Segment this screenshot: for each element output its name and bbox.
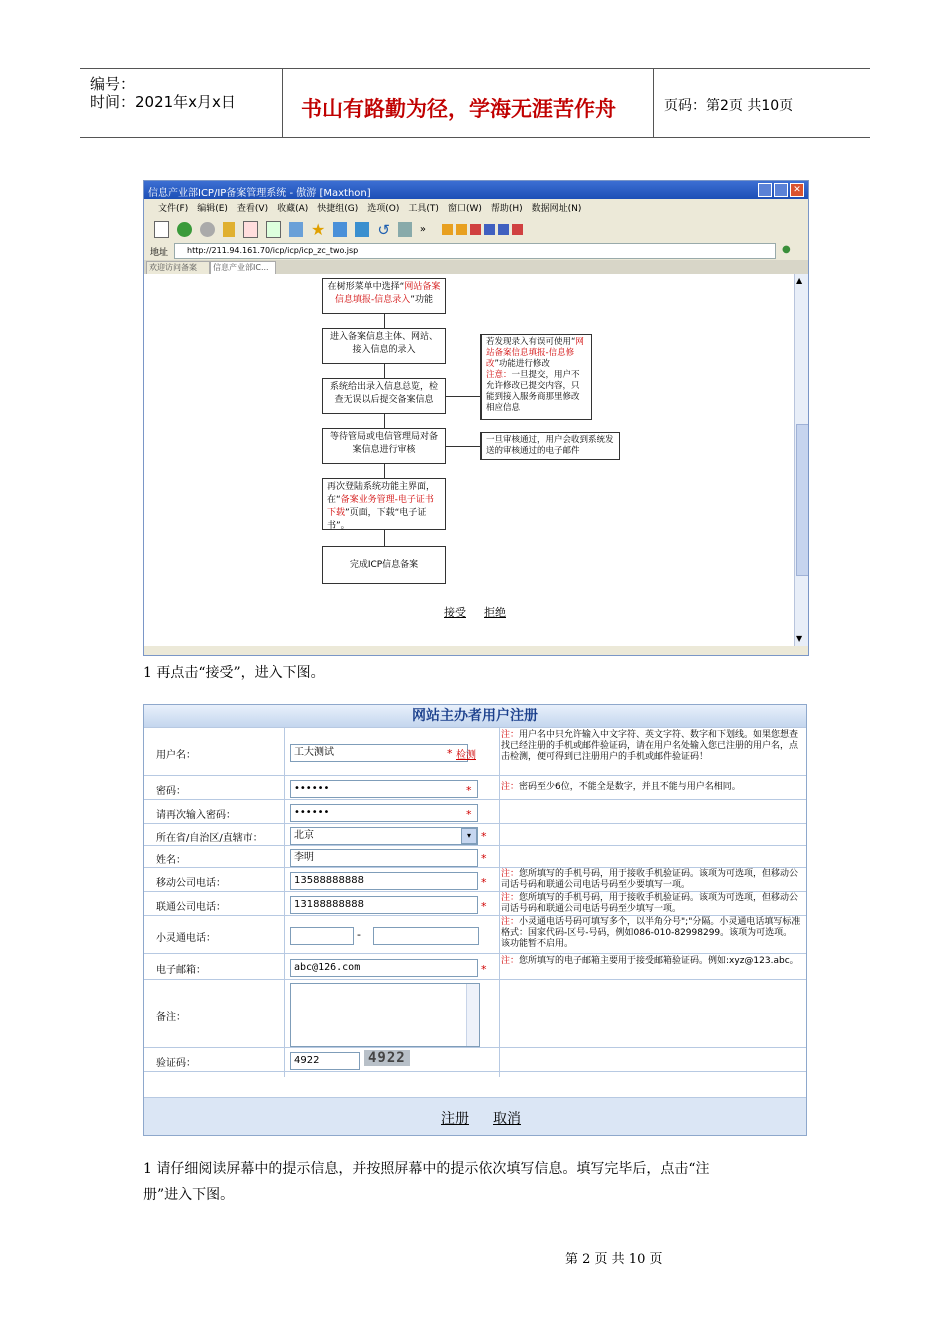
header-page-cell xyxy=(654,69,870,137)
required-star: * xyxy=(466,784,472,797)
flow-step-4: 等待管局或电信管理局对备案信息进行审核 xyxy=(322,428,446,464)
row-email xyxy=(144,953,806,980)
mobile-note xyxy=(501,869,801,891)
menu-item[interactable]: 收藏(A) xyxy=(277,204,309,214)
motto: 书山有路勤为径，学海无涯苦作舟 xyxy=(301,97,616,121)
note-prefix: 注： xyxy=(501,956,520,966)
mobile-input[interactable]: 13588888888 xyxy=(290,872,478,890)
captcha-image[interactable]: 4922 xyxy=(364,1050,410,1066)
flow-step-5 xyxy=(322,478,446,530)
note-prefix: 注： xyxy=(501,730,520,740)
required-star: * xyxy=(447,747,453,760)
flow-step-1-text: 在树形菜单中选择“ xyxy=(327,282,405,292)
undo-icon[interactable]: ↺ xyxy=(377,220,390,239)
note-prefix: 注： xyxy=(501,869,520,879)
row-captcha xyxy=(144,1047,806,1072)
favorites-star-icon[interactable]: ★ xyxy=(311,220,326,239)
tabs-icon[interactable] xyxy=(398,222,412,237)
required-star: * xyxy=(481,830,487,843)
tab-welcome[interactable]: 欢迎访问备案 xyxy=(146,261,210,275)
flow-step-1-end: ”功能 xyxy=(410,295,433,305)
flow-note-1 xyxy=(480,334,592,420)
caption-1: 1 再点击“接受”，进入下图。 xyxy=(143,665,325,681)
menu-item[interactable]: 文件(F) xyxy=(158,204,189,214)
unicom-label: 联通公司电话： xyxy=(156,902,226,913)
flow-note-2: 一旦审核通过，用户会收到系统发送的审核通过的电子邮件 xyxy=(480,432,620,460)
flow-arrow xyxy=(384,314,385,328)
chevron-down-icon[interactable]: ▾ xyxy=(461,828,477,844)
flow-step-1 xyxy=(322,278,446,314)
remark-textarea[interactable] xyxy=(290,983,480,1047)
form-footer xyxy=(144,1097,806,1136)
cancel-button[interactable]: 取消 xyxy=(493,1111,521,1127)
note-text: 您所填写的电子邮箱主要用于接受邮箱验证码。例如:xyz@123.abc。 xyxy=(519,956,799,966)
note-prefix: 注： xyxy=(501,917,520,927)
phs-dash: - xyxy=(357,928,361,941)
flow-step-5-end: ”页面，下载“电子证书”。 xyxy=(327,508,427,531)
note-text: 小灵通电话号码可填写多个，以半角分号";"分隔。小灵通电话填写标准格式：国家代码-区号-号码，例如086-010-82998299。该项为可选项。该功能暂不启用。 xyxy=(501,917,801,949)
flow-arrow xyxy=(384,414,385,428)
phs-label: 小灵通电话： xyxy=(156,933,216,944)
flow-arrow xyxy=(384,530,385,546)
phs-note xyxy=(501,917,801,950)
required-star: * xyxy=(481,852,487,865)
row-region xyxy=(144,823,806,846)
caption-2-line-1: 1 请仔细阅读屏幕中的提示信息，并按照屏幕中的提示依次填写信息。填写完毕后，点击“注 xyxy=(143,1161,710,1177)
flow-step-3: 系统给出录入信息总览，检查无误以后提交备案信息 xyxy=(322,378,446,414)
browser-toolbar xyxy=(144,214,808,243)
menu-item[interactable]: 工具(T) xyxy=(408,204,439,214)
stop-icon[interactable] xyxy=(243,221,258,238)
row-username xyxy=(144,727,806,776)
note-1-mid: ”功能进行修改 xyxy=(494,359,550,369)
note-1-text: 若发现录入有误可使用“ xyxy=(486,337,576,347)
check-link[interactable]: 检测 xyxy=(456,750,476,761)
go-icon[interactable]: ● xyxy=(782,244,791,255)
captcha-input[interactable]: 4922 xyxy=(290,1052,360,1070)
menu-item[interactable]: 编辑(E) xyxy=(197,204,228,214)
captcha-label: 验证码： xyxy=(156,1058,196,1069)
password-input[interactable]: •••••• xyxy=(290,780,478,798)
name-input[interactable]: 李明 xyxy=(290,849,478,867)
more-icon[interactable]: » xyxy=(419,224,427,235)
unicom-input[interactable]: 13188888888 xyxy=(290,896,478,914)
password-confirm-label: 请再次输入密码： xyxy=(156,810,236,821)
back-icon[interactable] xyxy=(177,222,192,237)
password-label: 密码： xyxy=(156,786,186,797)
phs-number-input[interactable] xyxy=(373,927,479,945)
note-text: 密码至少6位，不能全是数字，并且不能与用户名相同。 xyxy=(519,782,741,792)
home-icon[interactable] xyxy=(289,222,303,237)
window-controls xyxy=(758,183,804,197)
required-star: * xyxy=(466,808,472,821)
tab-icp[interactable]: 信息产业部IC... xyxy=(210,261,276,275)
address-value: http://211.94.161.70/icp/icp/icp_zc_two.jsp xyxy=(187,246,359,255)
row-password-confirm xyxy=(144,799,806,824)
row-name xyxy=(144,845,806,868)
row-mobile xyxy=(144,867,806,892)
name-label: 姓名： xyxy=(156,855,186,866)
header-info-cell xyxy=(80,69,283,137)
menu-item[interactable]: 窗口(W) xyxy=(447,204,482,214)
address-label: 地址 xyxy=(150,248,169,258)
flow-step-5-red: 备案业务管理-电子证书下载 xyxy=(327,495,434,518)
email-input[interactable]: abc@126.com xyxy=(290,959,478,977)
menu-bar xyxy=(144,199,808,214)
groups-icon[interactable] xyxy=(333,222,347,237)
window-title: 信息产业部ICP/IP备案管理系统 - 傲游 [Maxthon] xyxy=(148,188,371,199)
note-1-warning: 注意： xyxy=(486,370,512,380)
minimize-icon[interactable] xyxy=(758,183,772,197)
browser-window xyxy=(143,180,809,656)
reject-link[interactable]: 拒绝 xyxy=(484,606,506,619)
password-confirm-input[interactable]: •••••• xyxy=(290,804,478,822)
region-select[interactable]: 北京 xyxy=(290,827,478,845)
form-title: 网站主办者用户注册 xyxy=(144,705,806,727)
browser-titlebar xyxy=(144,181,808,199)
menu-item[interactable]: 选项(O) xyxy=(367,204,400,214)
refresh-icon[interactable] xyxy=(266,221,281,238)
page-label: 页码：第2页 共10页 xyxy=(664,98,794,114)
note-text: 您所填写的手机号码，用于接收手机验证码。该项为可选项，但移动公司话号码和联通公司电话号码至少填写一项。 xyxy=(501,893,799,914)
textarea-scrollbar[interactable] xyxy=(466,984,479,1046)
flow-step-2: 进入备案信息主体、网站、接入信息的录入 xyxy=(322,328,446,364)
note-text: 用户名中只允许输入中文字符、英文字符、数字和下划线。如果您想查找已经注册的手机或邮件验证码，请在用户名处输入您已注册的用户名，点击检测，便可得到已注册用户的手机或邮件验证码！ xyxy=(501,730,799,762)
flow-step-6: 完成ICP信息备案 xyxy=(322,546,446,584)
menu-item[interactable]: 快捷组(G) xyxy=(317,204,359,214)
note-1-red: 网站备案信息填报-信息修改 xyxy=(486,337,584,369)
unicom-note xyxy=(501,893,801,915)
required-star: * xyxy=(481,900,487,913)
region-label: 所在省/自治区/直辖市： xyxy=(156,833,263,844)
up-icon[interactable] xyxy=(223,222,235,237)
menu-items xyxy=(158,201,590,214)
note-text: 您所填写的手机号码，用于接收手机验证码。该项为可选项，但移动公司话号码和联通公司电话号码至少要填写一项。 xyxy=(501,869,799,890)
scrollbar[interactable] xyxy=(794,274,809,646)
mobile-label: 移动公司电话： xyxy=(156,878,226,889)
registration-form xyxy=(143,704,807,1136)
plugin-icons[interactable] xyxy=(442,224,523,235)
row-remark xyxy=(144,979,806,1048)
address-input[interactable] xyxy=(174,243,776,259)
note-1-end: 一旦提交，用户不允许修改已提交内容，只能到接入服务商那里修改相应信息 xyxy=(486,370,580,413)
document-header xyxy=(80,68,870,138)
username-input[interactable]: 工大测试 xyxy=(290,744,468,762)
email-note xyxy=(501,956,801,967)
note-connector xyxy=(446,396,480,397)
close-icon[interactable]: ✕ xyxy=(790,183,804,197)
page-content xyxy=(144,274,794,646)
remark-label: 备注： xyxy=(156,1012,186,1023)
note-prefix: 注： xyxy=(501,893,520,903)
flow-step-1-red: 网站备案信息填报-信息录入 xyxy=(335,282,441,305)
status-bar xyxy=(144,646,808,655)
header-motto-cell xyxy=(283,69,654,137)
page-footer: 第 2 页 共 10 页 xyxy=(565,1252,663,1267)
accept-link[interactable]: 接受 xyxy=(444,606,466,619)
new-page-icon[interactable] xyxy=(154,221,169,238)
row-unicom xyxy=(144,891,806,916)
required-star: * xyxy=(481,963,487,976)
menu-item[interactable]: 查看(V) xyxy=(236,204,269,214)
row-phs xyxy=(144,915,806,954)
scroll-thumb[interactable] xyxy=(796,424,809,576)
required-star: * xyxy=(481,876,487,889)
phs-area-input[interactable] xyxy=(290,927,354,945)
menu-item[interactable]: 帮助(H) xyxy=(490,204,523,214)
row-spacer xyxy=(144,1071,806,1098)
scroll-up-icon[interactable]: ▲ xyxy=(796,276,803,285)
username-note xyxy=(501,730,801,763)
flow-arrow xyxy=(384,364,385,378)
flow-arrow xyxy=(384,464,385,478)
feed-icon[interactable] xyxy=(355,222,369,237)
menu-item[interactable]: 数据网址(N) xyxy=(531,204,582,214)
note-connector xyxy=(446,446,480,447)
row-password xyxy=(144,775,806,800)
address-bar xyxy=(144,242,808,260)
register-button[interactable]: 注册 xyxy=(441,1111,469,1127)
caption-2-line-2: 册”进入下图。 xyxy=(143,1187,235,1203)
scroll-down-icon[interactable]: ▼ xyxy=(796,634,803,643)
forward-icon[interactable] xyxy=(200,222,215,237)
maximize-icon[interactable] xyxy=(774,183,788,197)
note-prefix: 注： xyxy=(501,782,520,792)
tab-bar xyxy=(144,260,808,274)
email-label: 电子邮箱： xyxy=(156,965,206,976)
flow-step-5-text: 再次登陆系统功能主界面，在“ xyxy=(327,482,436,505)
date-label: 时间：2021年x月x日 xyxy=(90,93,236,111)
username-label: 用户名： xyxy=(156,750,196,761)
number-label: 编号： xyxy=(90,75,136,93)
password-note xyxy=(501,782,801,793)
